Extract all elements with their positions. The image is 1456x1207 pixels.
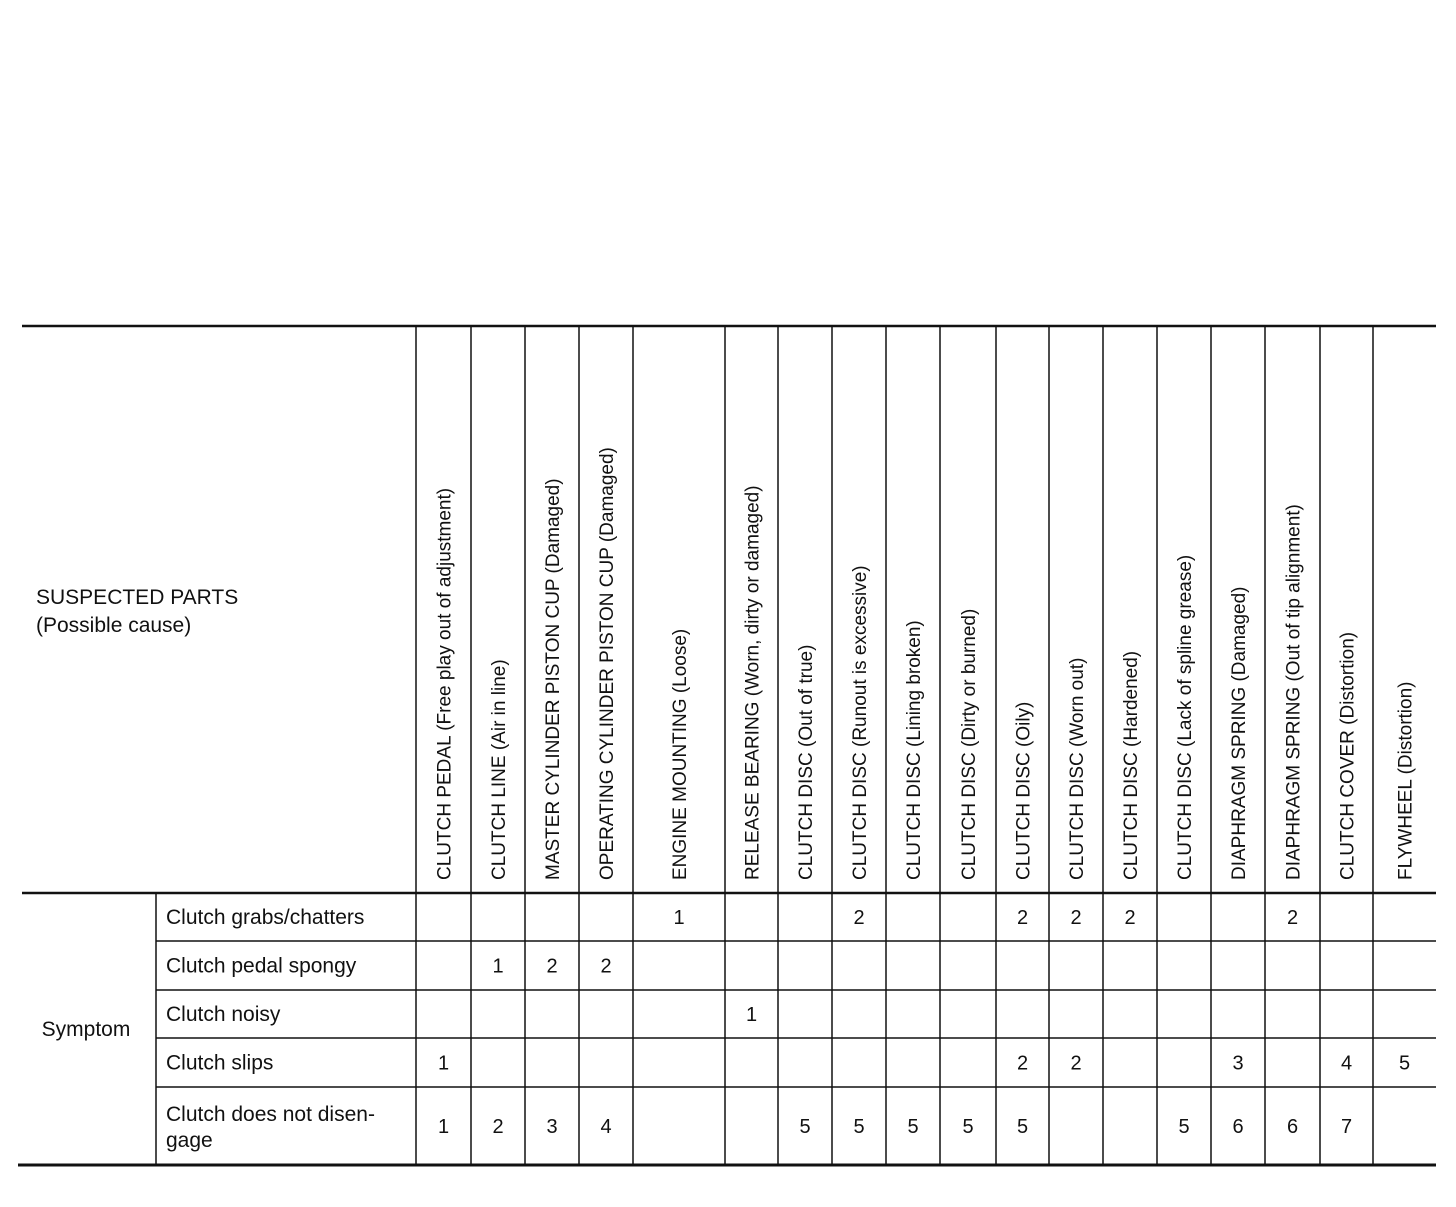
priority-value: 1 bbox=[437, 1052, 450, 1075]
priority-value: 5 bbox=[907, 1116, 919, 1138]
priority-value: 5 bbox=[853, 1116, 865, 1138]
column-header-10: CLUTCH DISC (Dirty or burned) bbox=[959, 608, 980, 880]
column-header-9: CLUTCH DISC (Lining broken) bbox=[904, 620, 925, 880]
priority-value: 5 bbox=[1398, 1052, 1411, 1075]
column-header-16: DIAPHRAGM SPRING (Out of tip alignment) bbox=[1283, 504, 1305, 880]
priority-value: 1 bbox=[437, 1116, 450, 1138]
priority-value: 4 bbox=[600, 1116, 612, 1138]
column-header-12: CLUTCH DISC (Worn out) bbox=[1067, 657, 1088, 880]
column-header-3: MASTER CYLINDER PISTON CUP (Damaged) bbox=[543, 478, 564, 880]
symptom-row-label: gage bbox=[166, 1129, 213, 1152]
priority-value: 2 bbox=[546, 955, 558, 978]
priority-value: 3 bbox=[1232, 1052, 1244, 1075]
table-subtitle: (Possible cause) bbox=[36, 614, 192, 637]
column-header-18: FLYWHEEL (Distortion) bbox=[1395, 681, 1417, 880]
priority-value: 5 bbox=[962, 1116, 974, 1138]
symptom-header: Symptom bbox=[41, 1018, 131, 1041]
column-header-5: ENGINE MOUNTING (Loose) bbox=[670, 628, 691, 880]
column-header-6: RELEASE BEARING (Worn, dirty or damaged) bbox=[742, 485, 764, 880]
priority-value: 3 bbox=[546, 1116, 558, 1138]
priority-value: 2 bbox=[1016, 1052, 1029, 1075]
priority-value: 2 bbox=[600, 955, 612, 978]
priority-value: 6 bbox=[1286, 1116, 1299, 1138]
priority-value: 1 bbox=[492, 955, 504, 978]
priority-value: 2 bbox=[492, 1116, 504, 1138]
priority-value: 5 bbox=[1178, 1116, 1190, 1138]
symptom-row-label: Clutch does not disen- bbox=[166, 1103, 375, 1126]
column-header-1: CLUTCH PEDAL (Free play out of adjustment) bbox=[434, 487, 456, 880]
symptom-row-label: Clutch pedal spongy bbox=[166, 954, 357, 978]
priority-value: 6 bbox=[1232, 1116, 1244, 1138]
column-header-17: CLUTCH COVER (Distortion) bbox=[1337, 631, 1359, 880]
column-header-15: DIAPHRAGM SPRING (Damaged) bbox=[1229, 586, 1250, 880]
table-title: SUSPECTED PARTS bbox=[36, 586, 239, 609]
column-header-2: CLUTCH LINE (Air in line) bbox=[489, 659, 510, 880]
priority-value: 1 bbox=[673, 907, 685, 929]
priority-value: 2 bbox=[1070, 1052, 1082, 1075]
column-header-11: CLUTCH DISC (Oily) bbox=[1013, 701, 1035, 880]
priority-value: 2 bbox=[1286, 907, 1299, 929]
symptom-row-label: Clutch grabs/chatters bbox=[166, 906, 365, 929]
priority-value: 2 bbox=[1070, 907, 1082, 929]
symptom-row-label: Clutch noisy bbox=[166, 1003, 281, 1026]
priority-value: 4 bbox=[1340, 1052, 1353, 1075]
column-header-8: CLUTCH DISC (Runout is excessive) bbox=[850, 565, 871, 880]
priority-value: 5 bbox=[1016, 1116, 1029, 1138]
symptom-row-label: Clutch slips bbox=[166, 1051, 274, 1075]
column-header-14: CLUTCH DISC (Lack of spline grease) bbox=[1175, 554, 1196, 880]
column-header-13: CLUTCH DISC (Hardened) bbox=[1121, 650, 1142, 880]
column-header-4: OPERATING CYLINDER PISTON CUP (Damaged) bbox=[597, 447, 618, 880]
priority-value: 1 bbox=[745, 1004, 758, 1026]
priority-value: 2 bbox=[853, 907, 865, 929]
priority-value: 2 bbox=[1124, 907, 1136, 929]
priority-value: 2 bbox=[1016, 907, 1029, 929]
priority-value: 5 bbox=[799, 1116, 811, 1138]
priority-value: 7 bbox=[1340, 1116, 1353, 1138]
column-header-7: CLUTCH DISC (Out of true) bbox=[796, 644, 817, 880]
